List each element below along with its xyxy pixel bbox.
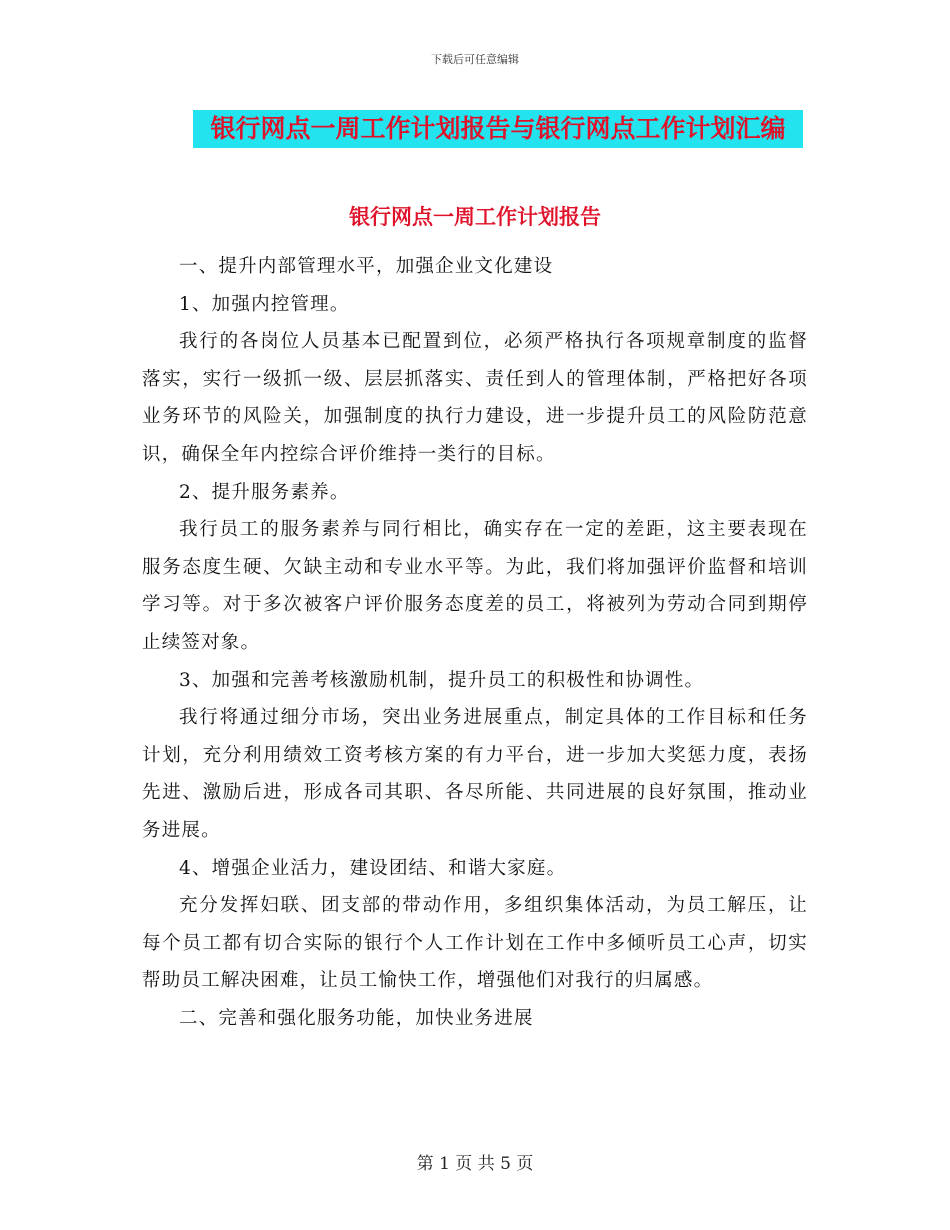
document-body	[142, 248, 808, 1037]
subheading-3: 3、加强和完善考核激励机制，提升员工的积极性和协调性。	[179, 669, 705, 691]
page-footer: 第 1 页 共 5 页	[416, 1154, 534, 1174]
section-title: 银行网点一周工作计划报告	[349, 205, 601, 229]
page-header-note: 下载后可任意编辑	[431, 53, 519, 66]
body-paragraph: 我行将通过细分市场，突出业务进展重点，制定具体的工作目标和任务计划，充分利用绩效工资考核方案的有力平台，进一步加大奖惩力度，表扬先进、激励后进，形成各司其职、各尽所能、共同进展的良好氛围，推动业务进展。	[142, 707, 808, 841]
section-heading-2: 二、完善和强化服务功能，加快业务进展	[179, 1007, 534, 1029]
document-title: 银行网点一周工作计划报告与银行网点工作计划汇编	[210, 114, 786, 143]
subheading-2: 2、提升服务素养。	[179, 481, 350, 503]
section-heading-1: 一、提升内部管理水平，加强企业文化建设	[179, 256, 554, 277]
body-paragraph: 充分发挥妇联、团支部的带动作用，多组织集体活动，为员工解压，让每个员工都有切合实际的银行个人工作计划在工作中多倾听员工心声，切实帮助员工解决困难，让员工愉快工作，增强他们对我行的归属感。	[142, 895, 808, 992]
subheading-4: 4、增强企业活力，建设团结、和谐大家庭。	[179, 857, 567, 879]
body-paragraph: 我行员工的服务素养与同行相比，确实存在一定的差距，这主要表现在服务态度生硬、欠缺主动和专业水平等。为此，我们将加强评价监督和培训学习等。对于多次被客户评价服务态度差的员工，将被列为劳动合同到期停止续签对象。	[142, 519, 808, 653]
document-title-highlight	[193, 110, 803, 148]
body-paragraph: 我行的各岗位人员基本已配置到位，必须严格执行各项规章制度的监督落实，实行一级抓一级、层层抓落实、责任到人的管理体制，严格把好各项业务环节的风险关，加强制度的执行力建设，进一步提升员工的风险防范意识，确保全年内控综合评价维持一类行的目标。	[142, 331, 808, 465]
subheading-1: 1、加强内控管理。	[179, 293, 350, 315]
